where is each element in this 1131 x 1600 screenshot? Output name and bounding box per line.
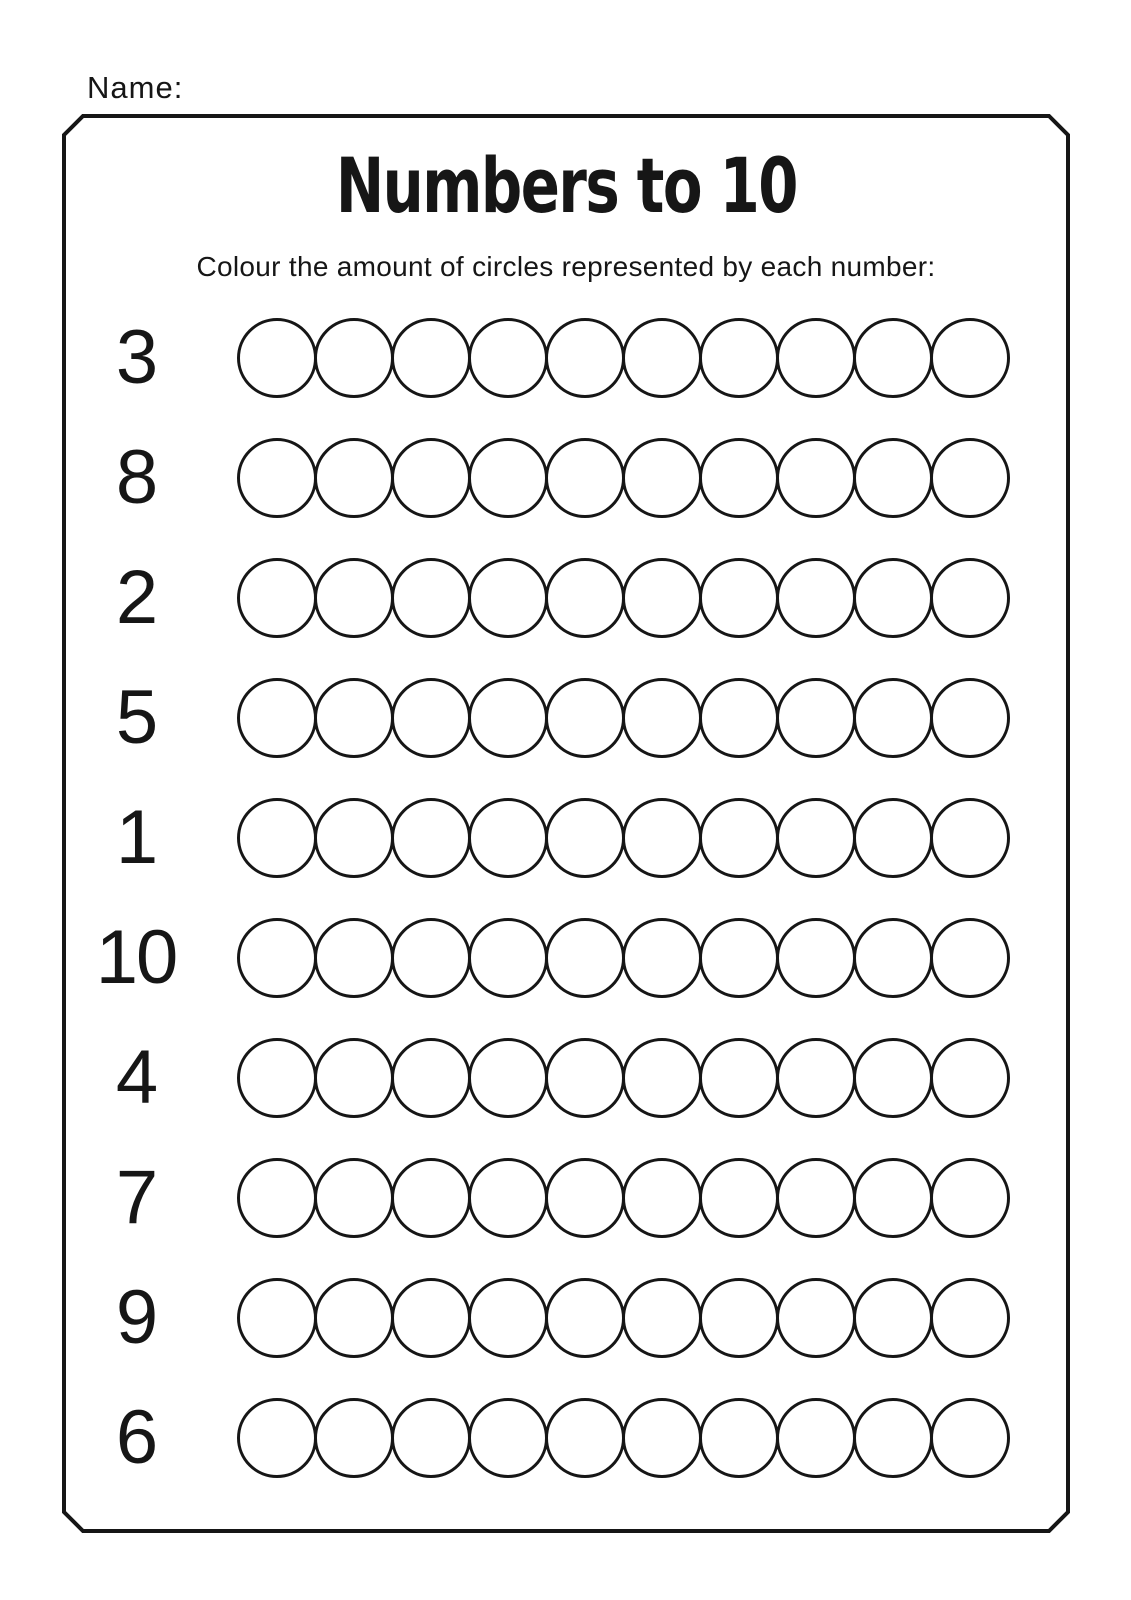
colour-circle[interactable] xyxy=(930,438,1010,518)
colour-circle[interactable] xyxy=(545,1158,625,1238)
colour-circle[interactable] xyxy=(622,798,702,878)
row-number: 7 xyxy=(115,1155,157,1240)
worksheet-row xyxy=(62,538,1070,658)
colour-circle[interactable] xyxy=(622,1158,702,1238)
colour-circle[interactable] xyxy=(776,318,856,398)
colour-circle[interactable] xyxy=(237,558,317,638)
colour-circle[interactable] xyxy=(391,1038,471,1118)
circle-row xyxy=(237,1398,1010,1478)
colour-circle[interactable] xyxy=(930,1038,1010,1118)
colour-circle[interactable] xyxy=(776,1158,856,1238)
colour-circle[interactable] xyxy=(699,798,779,878)
colour-circle[interactable] xyxy=(468,1398,548,1478)
worksheet-row xyxy=(62,298,1070,418)
colour-circle[interactable] xyxy=(468,678,548,758)
colour-circle[interactable] xyxy=(930,558,1010,638)
colour-circle[interactable] xyxy=(468,318,548,398)
colour-circle[interactable] xyxy=(776,1038,856,1118)
colour-circle[interactable] xyxy=(545,558,625,638)
circle-row xyxy=(237,1278,1010,1358)
colour-circle[interactable] xyxy=(468,798,548,878)
circle-row xyxy=(237,918,1010,998)
colour-circle[interactable] xyxy=(930,1158,1010,1238)
row-number: 5 xyxy=(115,675,157,760)
colour-circle[interactable] xyxy=(314,1278,394,1358)
colour-circle[interactable] xyxy=(314,798,394,878)
colour-circle[interactable] xyxy=(699,918,779,998)
colour-circle[interactable] xyxy=(776,918,856,998)
colour-circle[interactable] xyxy=(468,558,548,638)
colour-circle[interactable] xyxy=(622,678,702,758)
colour-circle[interactable] xyxy=(545,918,625,998)
rows xyxy=(62,298,1070,1498)
colour-circle[interactable] xyxy=(391,1278,471,1358)
colour-circle[interactable] xyxy=(853,558,933,638)
colour-circle[interactable] xyxy=(545,678,625,758)
colour-circle[interactable] xyxy=(391,558,471,638)
worksheet-row xyxy=(62,898,1070,1018)
colour-circle[interactable] xyxy=(237,798,317,878)
worksheet-row xyxy=(62,418,1070,538)
colour-circle[interactable] xyxy=(699,1278,779,1358)
colour-circle[interactable] xyxy=(391,1398,471,1478)
colour-circle[interactable] xyxy=(930,1278,1010,1358)
colour-circle[interactable] xyxy=(237,1398,317,1478)
colour-circle[interactable] xyxy=(314,918,394,998)
colour-circle[interactable] xyxy=(622,1278,702,1358)
colour-circle[interactable] xyxy=(930,798,1010,878)
colour-circle[interactable] xyxy=(699,1158,779,1238)
row-number: 4 xyxy=(115,1035,157,1120)
row-number: 8 xyxy=(115,435,157,520)
row-number: 6 xyxy=(115,1395,157,1480)
circle-row xyxy=(237,678,1010,758)
colour-circle[interactable] xyxy=(776,1398,856,1478)
row-number: 10 xyxy=(95,915,177,1000)
colour-circle[interactable] xyxy=(391,1158,471,1238)
colour-circle[interactable] xyxy=(314,1038,394,1118)
colour-circle[interactable] xyxy=(776,558,856,638)
colour-circle[interactable] xyxy=(545,798,625,878)
colour-circle[interactable] xyxy=(930,318,1010,398)
colour-circle[interactable] xyxy=(391,438,471,518)
colour-circle[interactable] xyxy=(314,1158,394,1238)
colour-circle[interactable] xyxy=(853,678,933,758)
colour-circle[interactable] xyxy=(391,798,471,878)
colour-circle[interactable] xyxy=(391,678,471,758)
colour-circle[interactable] xyxy=(699,678,779,758)
colour-circle[interactable] xyxy=(853,438,933,518)
colour-circle[interactable] xyxy=(622,918,702,998)
colour-circle[interactable] xyxy=(314,678,394,758)
colour-circle[interactable] xyxy=(391,918,471,998)
colour-circle[interactable] xyxy=(853,1398,933,1478)
colour-circle[interactable] xyxy=(545,438,625,518)
colour-circle[interactable] xyxy=(853,1038,933,1118)
colour-circle[interactable] xyxy=(237,918,317,998)
colour-circle[interactable] xyxy=(314,558,394,638)
colour-circle[interactable] xyxy=(545,1278,625,1358)
colour-circle[interactable] xyxy=(930,918,1010,998)
colour-circle[interactable] xyxy=(391,318,471,398)
instruction-text: Colour the amount of circles represented by each number: xyxy=(196,251,936,282)
colour-circle[interactable] xyxy=(622,438,702,518)
colour-circle[interactable] xyxy=(622,1038,702,1118)
colour-circle[interactable] xyxy=(237,318,317,398)
colour-circle[interactable] xyxy=(237,438,317,518)
circle-row xyxy=(237,798,1010,878)
colour-circle[interactable] xyxy=(853,798,933,878)
colour-circle[interactable] xyxy=(314,318,394,398)
colour-circle[interactable] xyxy=(853,918,933,998)
colour-circle[interactable] xyxy=(622,318,702,398)
colour-circle[interactable] xyxy=(699,558,779,638)
colour-circle[interactable] xyxy=(776,1278,856,1358)
circle-row xyxy=(237,438,1010,518)
colour-circle[interactable] xyxy=(468,438,548,518)
circle-row xyxy=(237,1158,1010,1238)
colour-circle[interactable] xyxy=(853,1158,933,1238)
colour-circle[interactable] xyxy=(237,1278,317,1358)
colour-circle[interactable] xyxy=(622,558,702,638)
colour-circle[interactable] xyxy=(776,678,856,758)
colour-circle[interactable] xyxy=(237,678,317,758)
worksheet-row xyxy=(62,1378,1070,1498)
colour-circle[interactable] xyxy=(468,1158,548,1238)
colour-circle[interactable] xyxy=(853,1278,933,1358)
circle-row xyxy=(237,1038,1010,1118)
colour-circle[interactable] xyxy=(237,1158,317,1238)
colour-circle[interactable] xyxy=(314,1398,394,1478)
circle-row xyxy=(237,318,1010,398)
colour-circle[interactable] xyxy=(930,678,1010,758)
colour-circle[interactable] xyxy=(776,438,856,518)
page-title: Numbers to 10 xyxy=(335,141,797,230)
colour-circle[interactable] xyxy=(468,1038,548,1118)
colour-circle[interactable] xyxy=(545,318,625,398)
worksheet-row xyxy=(62,1258,1070,1378)
circle-row xyxy=(237,558,1010,638)
worksheet-row xyxy=(62,1018,1070,1138)
worksheet-row xyxy=(62,658,1070,778)
colour-circle[interactable] xyxy=(622,1398,702,1478)
worksheet-row xyxy=(62,1138,1070,1258)
colour-circle[interactable] xyxy=(545,1398,625,1478)
colour-circle[interactable] xyxy=(853,318,933,398)
row-number: 3 xyxy=(115,315,157,400)
colour-circle[interactable] xyxy=(314,438,394,518)
colour-circle[interactable] xyxy=(545,1038,625,1118)
colour-circle[interactable] xyxy=(699,1038,779,1118)
colour-circle[interactable] xyxy=(237,1038,317,1118)
worksheet-row xyxy=(62,778,1070,898)
name-label: Name: xyxy=(87,70,184,105)
colour-circle[interactable] xyxy=(699,318,779,398)
colour-circle[interactable] xyxy=(468,1278,548,1358)
colour-circle[interactable] xyxy=(468,918,548,998)
row-number: 2 xyxy=(115,555,157,640)
title-wrap xyxy=(62,141,1070,230)
colour-circle[interactable] xyxy=(699,438,779,518)
colour-circle[interactable] xyxy=(776,798,856,878)
colour-circle[interactable] xyxy=(930,1398,1010,1478)
row-number: 9 xyxy=(115,1275,157,1360)
colour-circle[interactable] xyxy=(699,1398,779,1478)
row-number: 1 xyxy=(115,795,157,880)
